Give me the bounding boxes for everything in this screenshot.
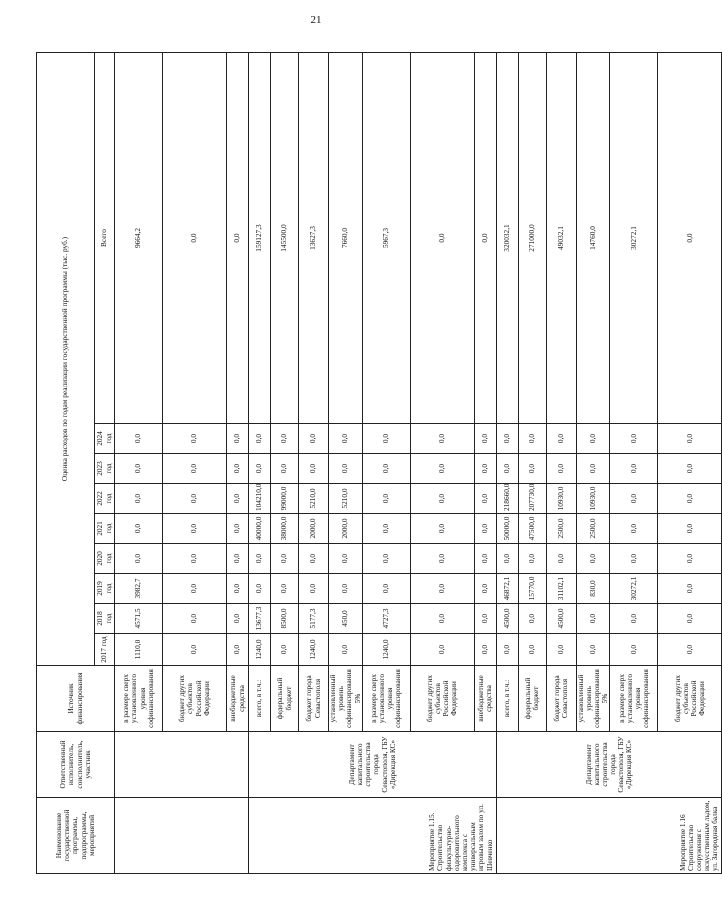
year-value-cell: 0,0 [658,544,722,574]
header-year: 2022 год [95,484,115,514]
year-value-cell: 0,0 [474,604,496,634]
year-value-cell: 0,0 [610,604,658,634]
year-value-cell: 0,0 [474,454,496,484]
measure-name-cell: Мероприятие 1.16 Строительство сооружения с искусственным льдом, ул. Загородная балка [496,798,722,874]
expenditure-table [36,52,722,874]
year-value-cell: 0,0 [249,454,271,484]
year-value-cell: 0,0 [163,424,227,454]
funding-source-cell: установленный уровень софинансирования 5% [576,666,610,732]
year-value-cell: 40000,0 [249,514,271,544]
year-value-cell: 207730,0 [518,484,546,514]
total-value-cell: 14760,0 [576,53,610,424]
year-value-cell: 0,0 [227,484,249,514]
year-value-cell: 0,0 [610,514,658,544]
year-value-cell: 10930,0 [576,484,610,514]
year-value-cell: 0,0 [362,454,410,484]
year-value-cell: 0,0 [610,544,658,574]
year-value-cell: 31102,1 [546,574,576,604]
year-value-cell: 13677,3 [249,604,271,634]
year-value-cell: 0,0 [496,544,518,574]
year-value-cell: 0,0 [410,514,474,544]
year-value-cell: 0,0 [227,424,249,454]
year-value-cell: 0,0 [163,514,227,544]
funding-source-cell: в размере сверх установленного уровня софинансирования [115,666,163,732]
year-value-cell: 0,0 [115,484,163,514]
year-value-cell: 0,0 [576,544,610,574]
year-value-cell: 1240,0 [299,634,329,666]
funding-source-cell: в размере сверх установленного уровня софинансирования [362,666,410,732]
total-value-cell: 13627,3 [299,53,329,424]
year-value-cell: 0,0 [163,574,227,604]
page-number: 21 [310,14,322,26]
measure-name-cell: Мероприятие 1.15. Строительство физкультурно-оздоровительного комплекса с универсальным игровым залом по ул. Шевченко [249,798,497,874]
year-value-cell: 0,0 [362,424,410,454]
year-value-cell: 2000,0 [329,514,363,544]
header-total: Всего [95,53,115,424]
total-value-cell: 159127,3 [249,53,271,424]
total-value-cell: 0,0 [658,53,722,424]
year-value-cell: 0,0 [496,634,518,666]
year-value-cell: 0,0 [546,634,576,666]
total-value-cell: 320032,1 [496,53,518,424]
year-value-cell: 3982,7 [115,574,163,604]
year-value-cell: 4727,3 [362,604,410,634]
year-value-cell: 0,0 [299,424,329,454]
year-value-cell: 0,0 [329,634,363,666]
year-value-cell: 0,0 [576,634,610,666]
year-value-cell: 0,0 [227,604,249,634]
funding-source-cell: бюджет города Севастополя [546,666,576,732]
header-name: Наименование государственной программы, подпрограммы, мероприятий [37,798,115,874]
year-value-cell: 0,0 [249,544,271,574]
year-value-cell: 0,0 [362,484,410,514]
year-value-cell: 5177,3 [299,604,329,634]
total-value-cell: 0,0 [163,53,227,424]
header-estimate: Оценка расходов по годам реализации государственной программы (тыс. руб.) [37,53,95,666]
year-value-cell: 5210,0 [329,484,363,514]
year-value-cell: 450,0 [329,604,363,634]
year-value-cell: 0,0 [299,454,329,484]
year-value-cell: 0,0 [546,544,576,574]
total-value-cell: 5967,3 [362,53,410,424]
year-value-cell: 0,0 [362,574,410,604]
table-row [496,53,518,874]
year-value-cell: 0,0 [518,634,546,666]
year-value-cell: 46872,1 [496,574,518,604]
year-value-cell: 5210,0 [299,484,329,514]
header-executor: Ответственный исполнитель, соисполнитель, участник [37,732,115,798]
year-value-cell: 0,0 [227,454,249,484]
year-value-cell: 0,0 [271,634,299,666]
year-value-cell: 0,0 [299,574,329,604]
year-value-cell: 0,0 [410,634,474,666]
year-value-cell: 0,0 [227,544,249,574]
year-value-cell: 0,0 [518,604,546,634]
year-value-cell: 0,0 [658,514,722,544]
year-value-cell: 0,0 [227,514,249,544]
header-year: 2023 год [95,454,115,484]
year-value-cell: 0,0 [546,454,576,484]
year-value-cell: 4571,5 [115,604,163,634]
year-value-cell: 0,0 [115,454,163,484]
year-value-cell: 0,0 [658,454,722,484]
funding-source-cell: внебюджетные средства [227,666,249,732]
year-value-cell: 0,0 [362,544,410,574]
year-value-cell: 0,0 [410,604,474,634]
year-value-cell: 0,0 [271,424,299,454]
year-value-cell: 47500,0 [518,514,546,544]
year-value-cell: 0,0 [610,634,658,666]
funding-source-cell: бюджет города Севастополя [299,666,329,732]
year-value-cell: 104210,0 [249,484,271,514]
year-value-cell: 4500,0 [546,604,576,634]
funding-source-cell: всего, в т.ч.: [496,666,518,732]
year-value-cell: 15770,0 [518,574,546,604]
year-value-cell: 0,0 [474,484,496,514]
header-year: 2017 год [95,634,115,666]
year-value-cell: 0,0 [658,424,722,454]
year-value-cell: 218660,0 [496,484,518,514]
funding-source-cell: внебюджетные средства [474,666,496,732]
total-value-cell: 271000,0 [518,53,546,424]
year-value-cell: 0,0 [163,634,227,666]
year-value-cell: 0,0 [271,544,299,574]
year-value-cell: 1240,0 [362,634,410,666]
year-value-cell: 30272,1 [610,574,658,604]
total-value-cell: 7660,0 [329,53,363,424]
year-value-cell: 0,0 [299,544,329,574]
year-value-cell: 0,0 [163,544,227,574]
year-value-cell: 0,0 [410,544,474,574]
year-value-cell: 0,0 [115,514,163,544]
year-value-cell: 0,0 [410,484,474,514]
year-value-cell: 0,0 [658,634,722,666]
header-year: 2019 год [95,574,115,604]
year-value-cell: 0,0 [474,544,496,574]
year-value-cell: 0,0 [474,634,496,666]
year-value-cell: 4500,0 [496,604,518,634]
year-value-cell: 0,0 [410,424,474,454]
year-value-cell: 0,0 [163,604,227,634]
header-year: 2021 год [95,514,115,544]
year-value-cell: 0,0 [329,544,363,574]
year-value-cell: 0,0 [474,514,496,544]
year-value-cell: 0,0 [227,574,249,604]
table-row [115,53,163,874]
header-year: 2018 год [95,604,115,634]
year-value-cell: 0,0 [115,544,163,574]
year-value-cell: 0,0 [658,604,722,634]
total-value-cell: 0,0 [474,53,496,424]
year-value-cell: 0,0 [546,424,576,454]
year-value-cell: 0,0 [271,574,299,604]
funding-source-cell: бюджет других субъектов Российской Федерации [410,666,474,732]
year-value-cell: 0,0 [496,424,518,454]
total-value-cell: 49032,1 [546,53,576,424]
year-value-cell: 2500,0 [546,514,576,544]
total-value-cell: 9664,2 [115,53,163,424]
year-value-cell: 0,0 [227,634,249,666]
total-value-cell: 30272,1 [610,53,658,424]
year-value-cell: 0,0 [163,454,227,484]
year-value-cell: 0,0 [410,574,474,604]
year-value-cell: 0,0 [249,574,271,604]
year-value-cell: 0,0 [610,454,658,484]
year-value-cell: 0,0 [610,484,658,514]
year-value-cell: 0,0 [576,454,610,484]
executor-cell [115,732,249,798]
year-value-cell: 0,0 [518,454,546,484]
year-value-cell: 0,0 [271,454,299,484]
executor-cell: Департамент капитального строительства города Севастополя, ГБУ «Дирекция КС» [496,732,722,798]
year-value-cell: 0,0 [576,424,610,454]
year-value-cell: 0,0 [518,544,546,574]
funding-source-cell: бюджет других субъектов Российской Федерации [163,666,227,732]
year-value-cell: 0,0 [163,484,227,514]
total-value-cell: 0,0 [410,53,474,424]
year-value-cell: 10930,0 [546,484,576,514]
year-value-cell: 0,0 [115,424,163,454]
year-value-cell: 0,0 [410,454,474,484]
year-value-cell: 1110,0 [115,634,163,666]
year-value-cell: 0,0 [518,424,546,454]
year-value-cell: 0,0 [474,424,496,454]
executor-cell: Департамент капитального строительства города Севастополя, ГБУ «Дирекция КС» [249,732,497,798]
year-value-cell: 830,0 [576,574,610,604]
funding-source-cell: в размере сверх установленного уровня софинансирования [610,666,658,732]
year-value-cell: 0,0 [658,484,722,514]
year-value-cell: 0,0 [658,574,722,604]
measure-name-cell [115,798,249,874]
year-value-cell: 50000,0 [496,514,518,544]
year-value-cell: 0,0 [496,454,518,484]
year-value-cell: 2500,0 [576,514,610,544]
header-year: 2020 год [95,544,115,574]
funding-source-cell: федеральный бюджет [271,666,299,732]
year-value-cell: 0,0 [362,514,410,544]
funding-source-cell: бюджет других субъектов Российской Федерации [658,666,722,732]
year-value-cell: 0,0 [610,424,658,454]
header-year: 2024 год [95,424,115,454]
funding-source-cell: федеральный бюджет [518,666,546,732]
funding-source-cell: установленный уровень софинансирования 5% [329,666,363,732]
year-value-cell: 99000,0 [271,484,299,514]
year-value-cell: 1240,0 [249,634,271,666]
year-value-cell: 0,0 [249,424,271,454]
year-value-cell: 0,0 [474,574,496,604]
rotated-table-container [36,52,720,874]
year-value-cell: 0,0 [576,604,610,634]
year-value-cell: 0,0 [329,454,363,484]
total-value-cell: 0,0 [227,53,249,424]
header-source: Источник финансирования [37,666,115,732]
year-value-cell: 0,0 [329,574,363,604]
year-value-cell: 38000,0 [271,514,299,544]
total-value-cell: 145500,0 [271,53,299,424]
table-row [249,53,271,874]
funding-source-cell: всего, в т.ч.: [249,666,271,732]
year-value-cell: 0,0 [329,424,363,454]
year-value-cell: 2000,0 [299,514,329,544]
year-value-cell: 8500,0 [271,604,299,634]
